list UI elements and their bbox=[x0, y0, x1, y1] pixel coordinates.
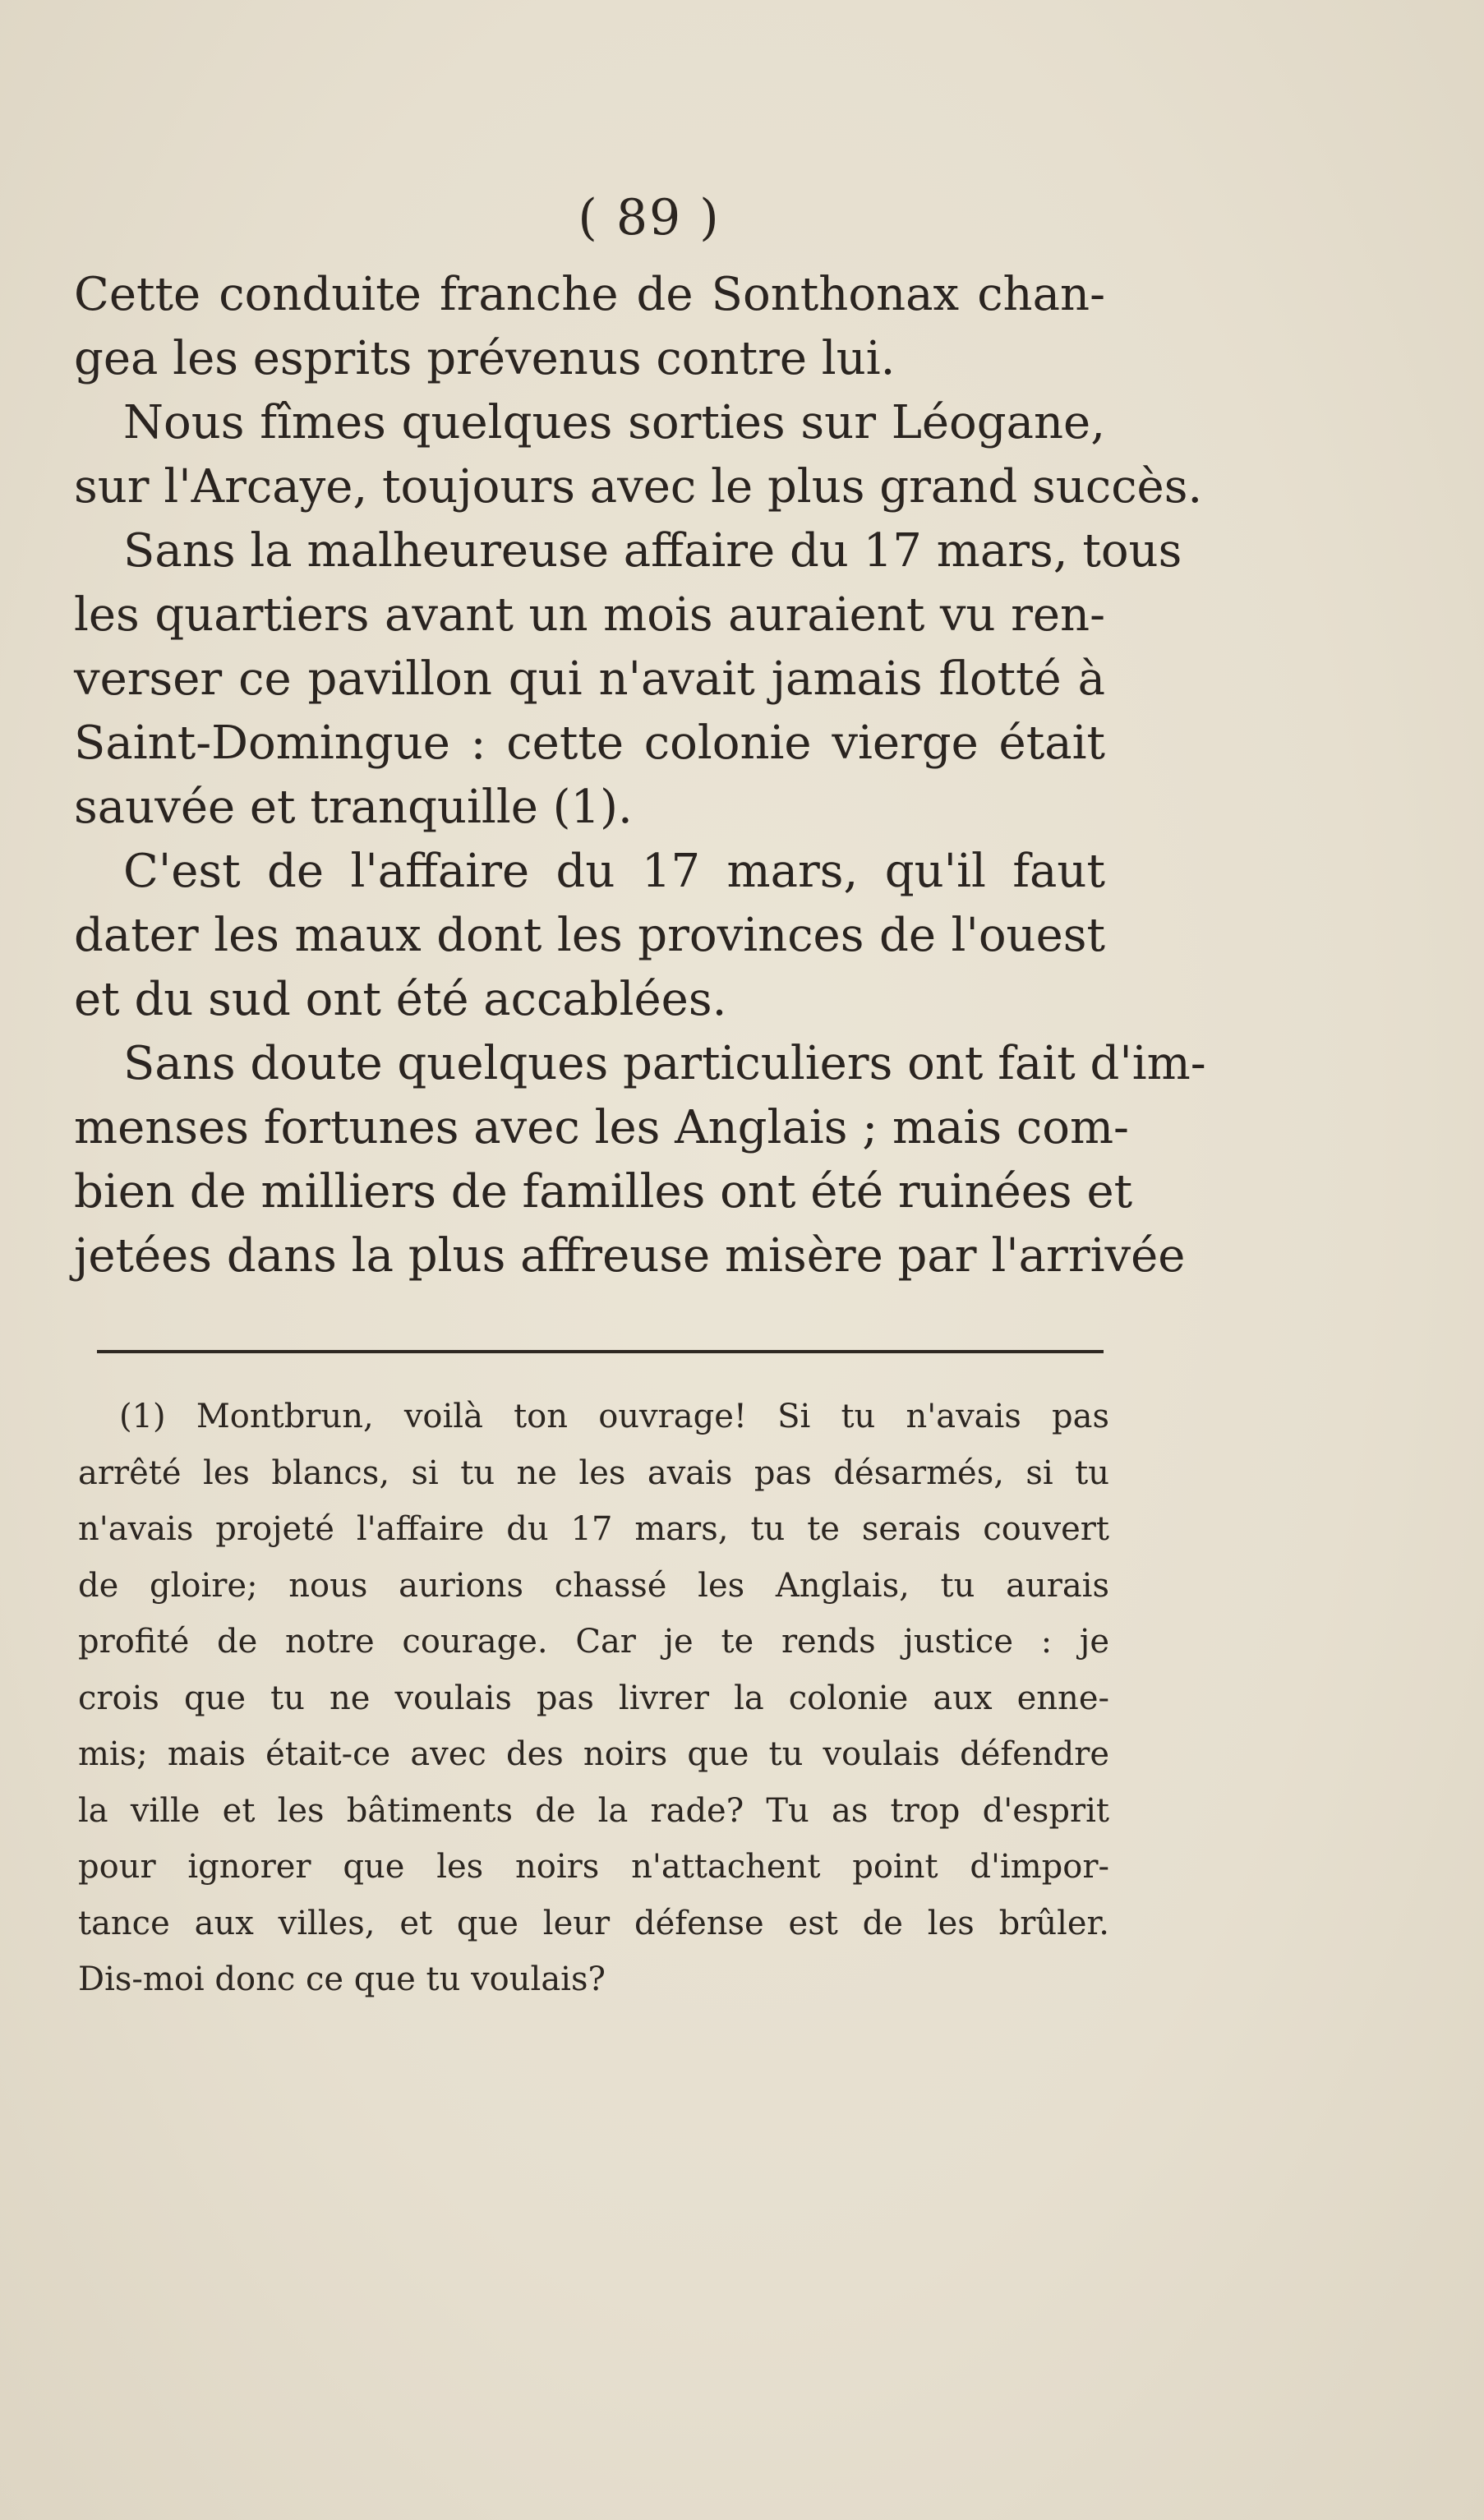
body-line: Cette conduite franche de Sonthonax chan- bbox=[74, 268, 1105, 321]
body-line: dater les maux dont les provinces de l'ouest bbox=[74, 909, 1105, 962]
body-line: Saint-Domingue : cette colonie vierge était bbox=[74, 716, 1105, 770]
body-line: bien de milliers de familles ont été ruinées et bbox=[74, 1165, 1133, 1219]
footnote-line: Dis-moi donc ce que tu voulais? bbox=[78, 1960, 606, 1998]
footnote bbox=[78, 1389, 1109, 2008]
body-line: sauvée et tranquille (1). bbox=[74, 781, 633, 834]
body-line: verser ce pavillon qui n'avait jamais flotté à bbox=[74, 652, 1105, 706]
page-number: ( 89 ) bbox=[578, 189, 721, 246]
footnote-line: arrêté les blancs, si tu ne les avais pas désarmés, si tu bbox=[78, 1453, 1109, 1492]
footnote-line: tance aux villes, et que leur défense est de les brûler. bbox=[78, 1904, 1109, 1942]
body-line: gea les esprits prévenus contre lui. bbox=[74, 332, 896, 385]
footnote-divider bbox=[97, 1350, 1104, 1353]
footnote-line: mis; mais était-ce avec des noirs que tu voulais défendre bbox=[78, 1735, 1109, 1773]
body-line: jetées dans la plus affreuse misère par l'arrivée bbox=[74, 1229, 1186, 1283]
body-line: Sans doute quelques particuliers ont fait d'im- bbox=[123, 1037, 1206, 1090]
footnote-line: de gloire; nous aurions chassé les Anglais, tu aurais bbox=[78, 1566, 1109, 1605]
body-line: les quartiers avant un mois auraient vu ren- bbox=[74, 588, 1105, 642]
body-line: C'est de l'affaire du 17 mars, qu'il faut bbox=[123, 845, 1105, 898]
footnote-line: pour ignorer que les noirs n'attachent point d'impor- bbox=[78, 1848, 1109, 1886]
footnote-line: crois que tu ne voulais pas livrer la colonie aux enne- bbox=[78, 1679, 1109, 1717]
body-line: et du sud ont été accablées. bbox=[74, 973, 727, 1026]
footnote-line: n'avais projeté l'affaire du 17 mars, tu te serais couvert bbox=[78, 1510, 1109, 1548]
body-line: menses fortunes avec les Anglais ; mais com- bbox=[74, 1101, 1129, 1154]
footnote-line: (1) Montbrun, voilà ton ouvrage! Si tu n'avais pas bbox=[119, 1398, 1109, 1435]
footnote-line: la ville et les bâtiments de la rade? Tu as trop d'esprit bbox=[78, 1791, 1109, 1830]
body-line: Sans la malheureuse affaire du 17 mars, tous bbox=[123, 524, 1182, 578]
footnote-line: profité de notre courage. Car je te rends justice : je bbox=[78, 1623, 1109, 1661]
body-line: sur l'Arcaye, toujours avec le plus grand succès. bbox=[74, 460, 1203, 514]
body-line: Nous fîmes quelques sorties sur Léogane, bbox=[123, 396, 1105, 449]
body-text bbox=[74, 263, 1206, 1288]
